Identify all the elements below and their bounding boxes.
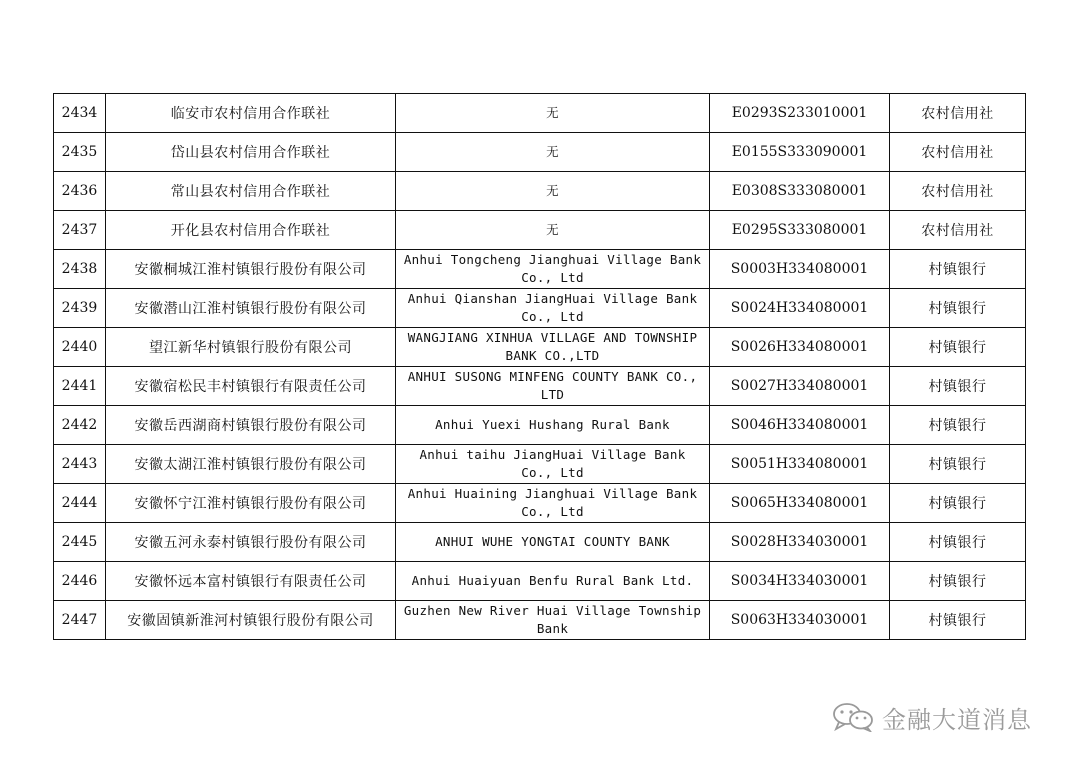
table-row (54, 484, 1026, 523)
institution-type-cell: 村镇银行 (890, 289, 1026, 328)
institution-type-cell: 村镇银行 (890, 445, 1026, 484)
watermark-text: 金融大道消息 (882, 705, 1032, 734)
institution-name-cell: 安徽岳西湖商村镇银行股份有限公司 (106, 406, 396, 445)
institution-name-cell: 安徽太湖江淮村镇银行股份有限公司 (106, 445, 396, 484)
row-number-cell: 2437 (54, 211, 106, 250)
table-row (54, 445, 1026, 484)
english-name-cell: Anhui Tongcheng Jianghuai Village Bank Co., Ltd (396, 250, 710, 289)
institution-code-cell: S0026H334080001 (710, 328, 890, 367)
english-name-cell: Anhui Huaiyuan Benfu Rural Bank Ltd. (396, 562, 710, 601)
english-name-cell: 无 (396, 94, 710, 133)
table-row (54, 250, 1026, 289)
english-name-cell: 无 (396, 211, 710, 250)
institution-type-cell: 农村信用社 (890, 94, 1026, 133)
row-number-cell: 2435 (54, 133, 106, 172)
institution-code-cell: S0065H334080001 (710, 484, 890, 523)
institution-type-cell: 村镇银行 (890, 406, 1026, 445)
institution-name-cell: 岱山县农村信用合作联社 (106, 133, 396, 172)
english-name-cell: WANGJIANG XINHUA VILLAGE AND TOWNSHIP BANK CO.,LTD (396, 328, 710, 367)
table-body (54, 94, 1026, 640)
english-name-cell: Anhui Huaining Jianghuai Village Bank Co., Ltd (396, 484, 710, 523)
institution-type-cell: 村镇银行 (890, 484, 1026, 523)
row-number-cell: 2442 (54, 406, 106, 445)
institution-name-cell: 临安市农村信用合作联社 (106, 94, 396, 133)
table-row (54, 601, 1026, 640)
table-row (54, 406, 1026, 445)
institution-type-cell: 村镇银行 (890, 328, 1026, 367)
institution-type-cell: 村镇银行 (890, 601, 1026, 640)
institution-code-cell: S0027H334080001 (710, 367, 890, 406)
english-name-cell: 无 (396, 172, 710, 211)
row-number-cell: 2436 (54, 172, 106, 211)
institution-type-cell: 农村信用社 (890, 133, 1026, 172)
row-number-cell: 2445 (54, 523, 106, 562)
institution-code-cell: S0028H334030001 (710, 523, 890, 562)
institution-type-cell: 村镇银行 (890, 250, 1026, 289)
table-row (54, 289, 1026, 328)
institution-type-cell: 村镇银行 (890, 523, 1026, 562)
institution-type-cell: 农村信用社 (890, 172, 1026, 211)
english-name-cell: ANHUI SUSONG MINFENG COUNTY BANK CO., LTD (396, 367, 710, 406)
english-name-cell: ANHUI WUHE YONGTAI COUNTY BANK (396, 523, 710, 562)
institution-code-cell: S0034H334030001 (710, 562, 890, 601)
row-number-cell: 2441 (54, 367, 106, 406)
institution-name-cell: 安徽五河永泰村镇银行股份有限公司 (106, 523, 396, 562)
institution-name-cell: 安徽怀宁江淮村镇银行股份有限公司 (106, 484, 396, 523)
row-number-cell: 2443 (54, 445, 106, 484)
institution-code-cell: S0046H334080001 (710, 406, 890, 445)
institution-name-cell: 安徽怀远本富村镇银行有限责任公司 (106, 562, 396, 601)
institution-code-cell: S0051H334080001 (710, 445, 890, 484)
english-name-cell: Guzhen New River Huai Village Township Bank (396, 601, 710, 640)
institution-code-cell: E0295S333080001 (710, 211, 890, 250)
table-row (54, 328, 1026, 367)
institution-name-cell: 望江新华村镇银行股份有限公司 (106, 328, 396, 367)
institution-name-cell: 安徽桐城江淮村镇银行股份有限公司 (106, 250, 396, 289)
row-number-cell: 2446 (54, 562, 106, 601)
wechat-icon (832, 702, 874, 732)
institution-code-cell: S0024H334080001 (710, 289, 890, 328)
english-name-cell: Anhui Qianshan JiangHuai Village Bank Co., Ltd (396, 289, 710, 328)
row-number-cell: 2434 (54, 94, 106, 133)
table-row (54, 523, 1026, 562)
bank-list-table (53, 93, 1026, 640)
institution-type-cell: 农村信用社 (890, 211, 1026, 250)
table-row (54, 367, 1026, 406)
institution-name-cell: 安徽固镇新淮河村镇银行股份有限公司 (106, 601, 396, 640)
institution-code-cell: S0063H334030001 (710, 601, 890, 640)
institution-type-cell: 村镇银行 (890, 562, 1026, 601)
table-row (54, 172, 1026, 211)
row-number-cell: 2447 (54, 601, 106, 640)
english-name-cell: Anhui taihu JiangHuai Village Bank Co., Ltd (396, 445, 710, 484)
row-number-cell: 2439 (54, 289, 106, 328)
table-row (54, 562, 1026, 601)
english-name-cell: Anhui Yuexi Hushang Rural Bank (396, 406, 710, 445)
table-row (54, 133, 1026, 172)
institution-name-cell: 安徽宿松民丰村镇银行有限责任公司 (106, 367, 396, 406)
institution-code-cell: E0293S233010001 (710, 94, 890, 133)
table-row (54, 211, 1026, 250)
institution-code-cell: S0003H334080001 (710, 250, 890, 289)
institution-code-cell: E0155S333090001 (710, 133, 890, 172)
watermark (832, 697, 1032, 737)
row-number-cell: 2440 (54, 328, 106, 367)
english-name-cell: 无 (396, 133, 710, 172)
table-row (54, 94, 1026, 133)
institution-type-cell: 村镇银行 (890, 367, 1026, 406)
row-number-cell: 2438 (54, 250, 106, 289)
row-number-cell: 2444 (54, 484, 106, 523)
institution-name-cell: 开化县农村信用合作联社 (106, 211, 396, 250)
institution-name-cell: 常山县农村信用合作联社 (106, 172, 396, 211)
institution-name-cell: 安徽潜山江淮村镇银行股份有限公司 (106, 289, 396, 328)
institution-code-cell: E0308S333080001 (710, 172, 890, 211)
